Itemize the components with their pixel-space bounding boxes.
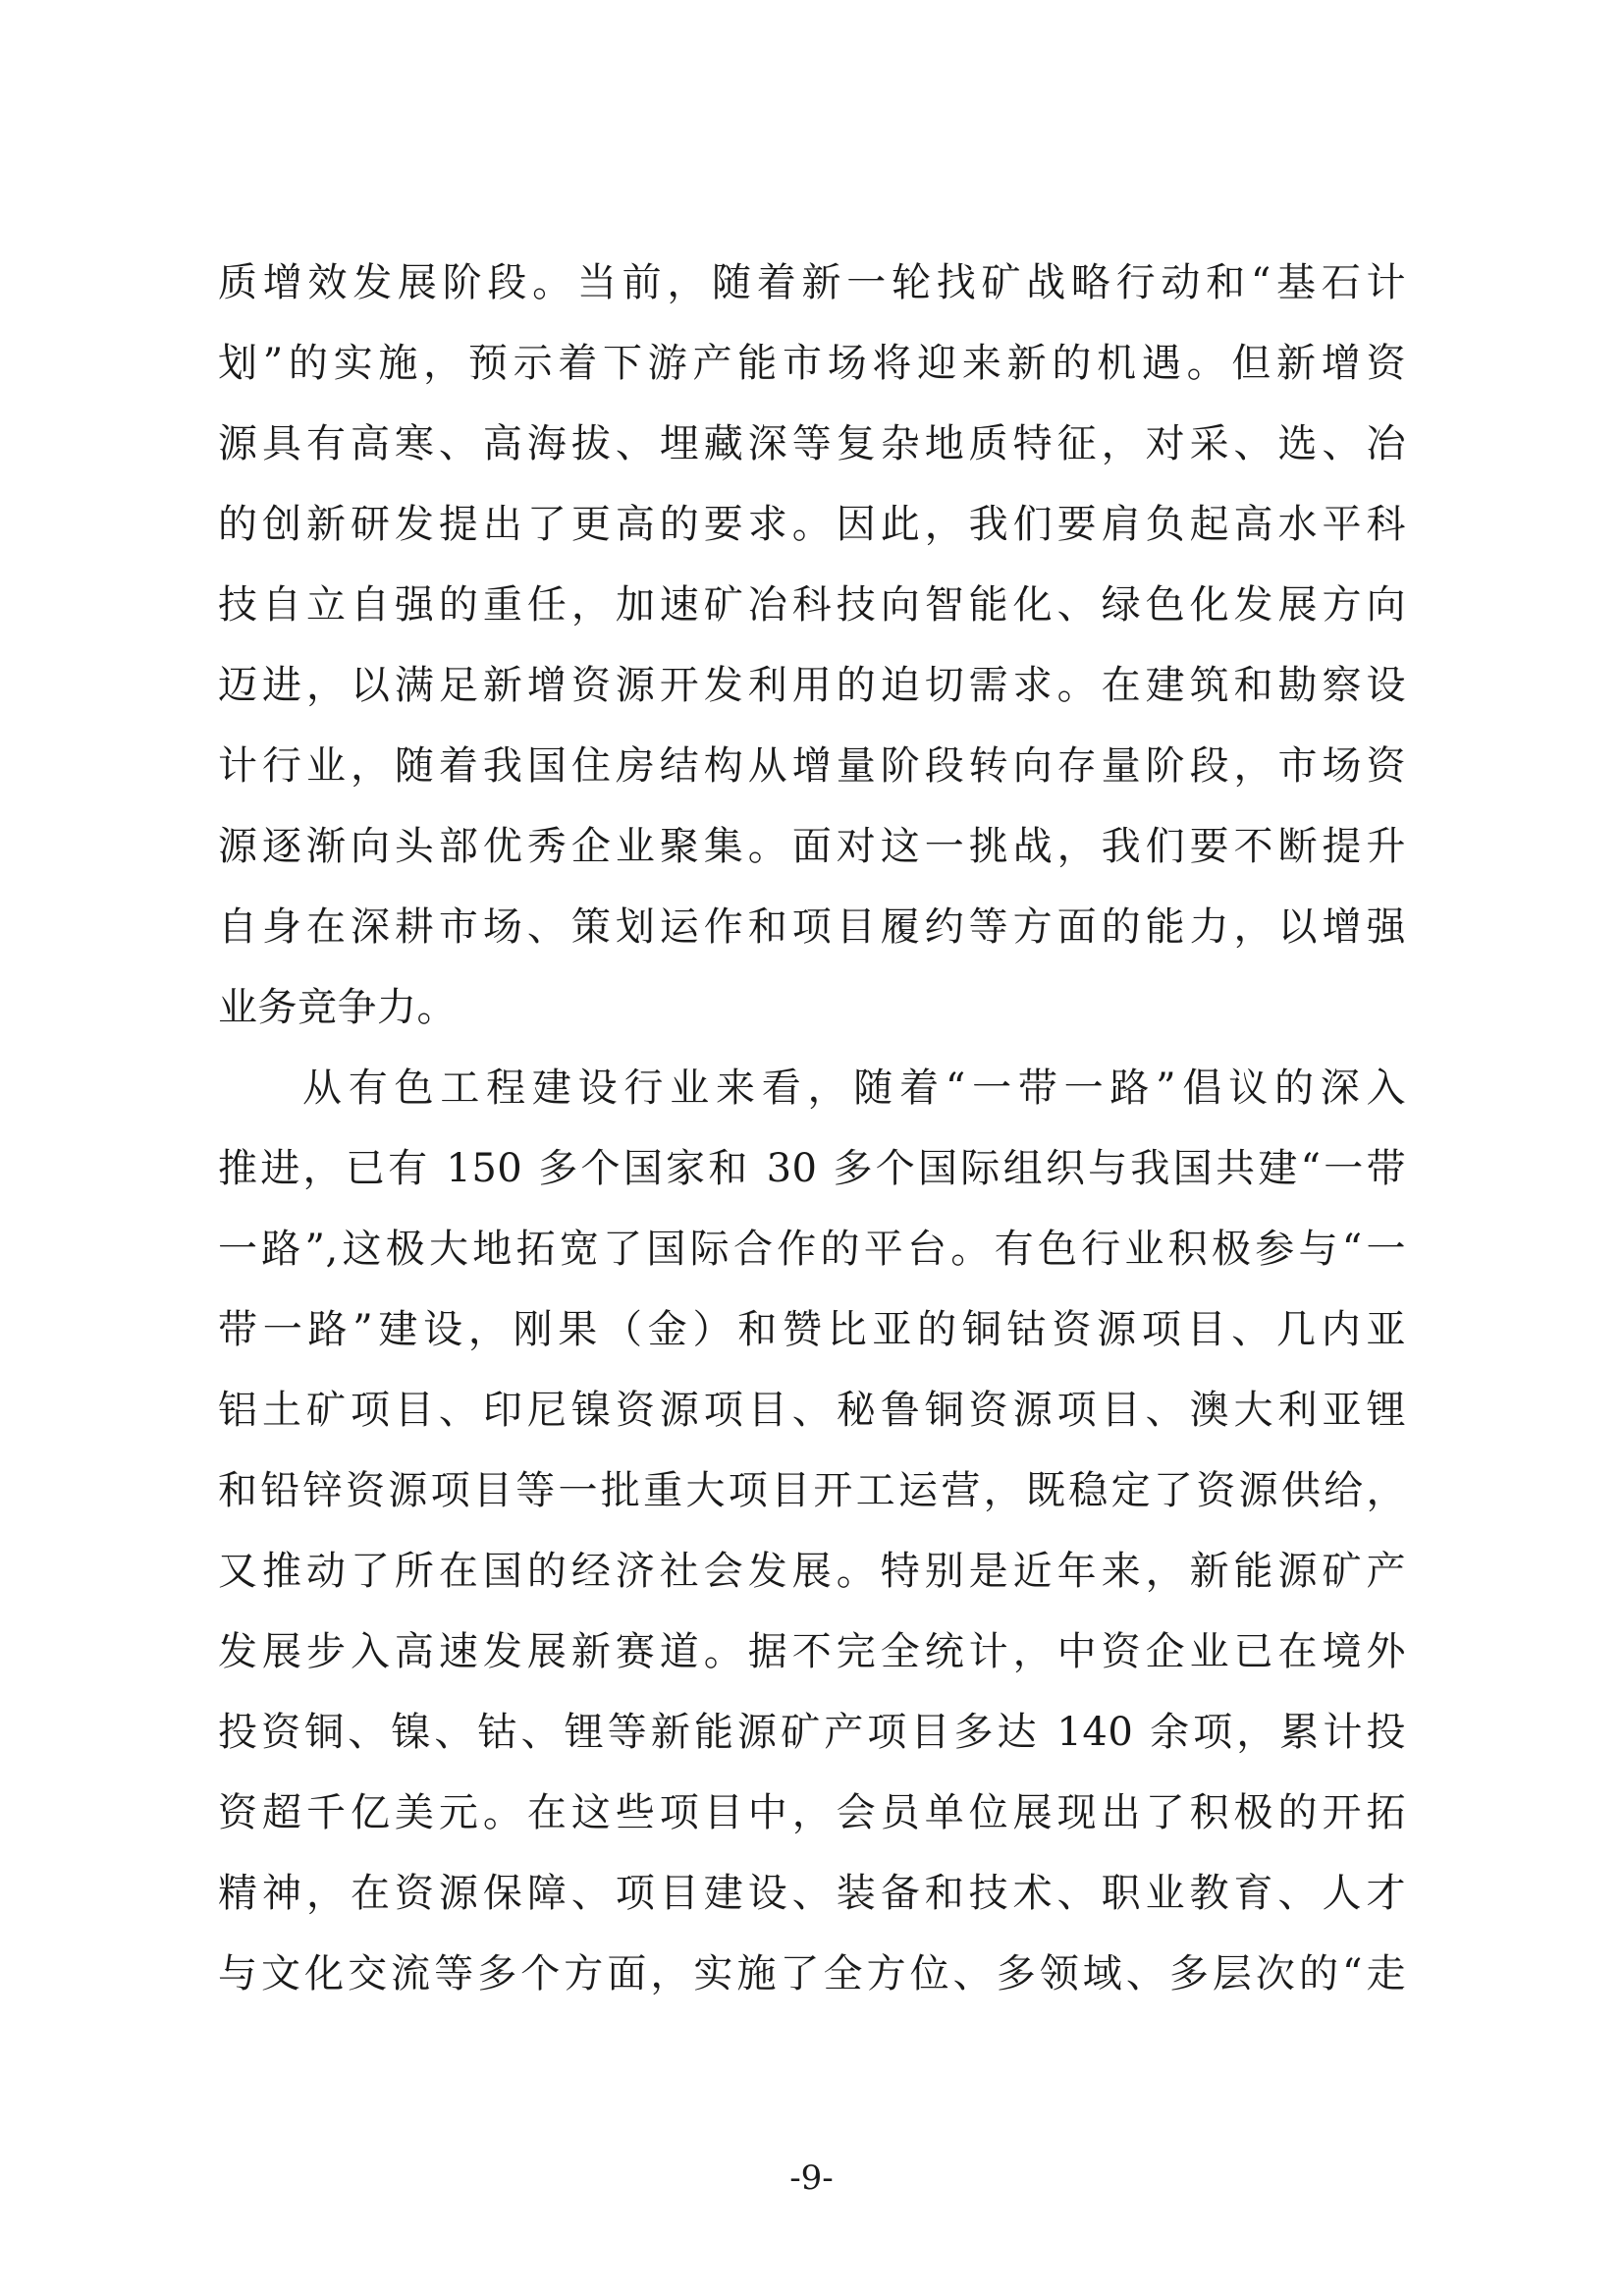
paragraph-1-line-9: 自身在深耕市场、策划运作和项目履约等方面的能力，以增强 <box>218 904 1406 950</box>
paragraph-1-line-4: 的创新研发提出了更高的要求。因此，我们要肩负起高水平科 <box>218 502 1406 547</box>
paragraph-2-line-5: 铝土矿项目、印尼镍资源项目、秘鲁铜资源项目、澳大利亚锂 <box>218 1388 1406 1433</box>
body-text <box>218 243 1406 2014</box>
paragraph-2-line-9: 投资铜、镍、钴、锂等新能源矿产项目多达 140 余项，累计投 <box>218 1710 1406 1755</box>
paragraph-2-line-8: 发展步入高速发展新赛道。据不完全统计，中资企业已在境外 <box>218 1629 1406 1674</box>
paragraph-2-line-4: 带一路”建设，刚果（金）和赞比亚的铜钴资源项目、几内亚 <box>218 1307 1406 1352</box>
page-number: -9- <box>789 2159 834 2198</box>
paragraph-1-line-1: 质增效发展阶段。当前，随着新一轮找矿战略行动和“基石计 <box>218 260 1406 305</box>
paragraph-1-line-8: 源逐渐向头部优秀企业聚集。面对这一挑战，我们要不断提升 <box>218 824 1406 869</box>
paragraph-2-line-10: 资超千亿美元。在这些项目中，会员单位展现出了积极的开拓 <box>218 1790 1406 1835</box>
paragraph-1-line-5: 技自立自强的重任，加速矿冶科技向智能化、绿色化发展方向 <box>218 582 1406 628</box>
paragraph-1-line-3: 源具有高寒、高海拔、埋藏深等复杂地质特征，对采、选、冶 <box>218 421 1406 466</box>
paragraph-2-line-12: 与文化交流等多个方面，实施了全方位、多领域、多层次的“走 <box>218 1951 1406 1996</box>
paragraph-1-line-7: 计行业，随着我国住房结构从增量阶段转向存量阶段，市场资 <box>218 743 1406 789</box>
paragraph-2-line-1: 从有色工程建设行业来看，随着“一带一路”倡议的深入 <box>302 1066 1406 1111</box>
paragraph-1-line-2: 划”的实施，预示着下游产能市场将迎来新的机遇。但新增资 <box>218 341 1406 386</box>
paragraph-2-line-7: 又推动了所在国的经济社会发展。特别是近年来，新能源矿产 <box>218 1549 1406 1594</box>
paragraph-2-line-2: 推进，已有 150 多个国家和 30 多个国际组织与我国共建“一带 <box>218 1146 1406 1191</box>
paragraph-1-line-6: 迈进，以满足新增资源开发利用的迫切需求。在建筑和勘察设 <box>218 663 1406 708</box>
paragraph-2-line-6: 和铅锌资源项目等一批重大项目开工运营，既稳定了资源供给， <box>218 1468 1406 1513</box>
paragraph-1-line-10: 业务竞争力。 <box>218 985 457 1030</box>
paragraph-2-line-11: 精神，在资源保障、项目建设、装备和技术、职业教育、人才 <box>218 1871 1406 1916</box>
paragraph-2-line-3: 一路”,这极大地拓宽了国际合作的平台。有色行业积极参与“一 <box>218 1227 1406 1272</box>
